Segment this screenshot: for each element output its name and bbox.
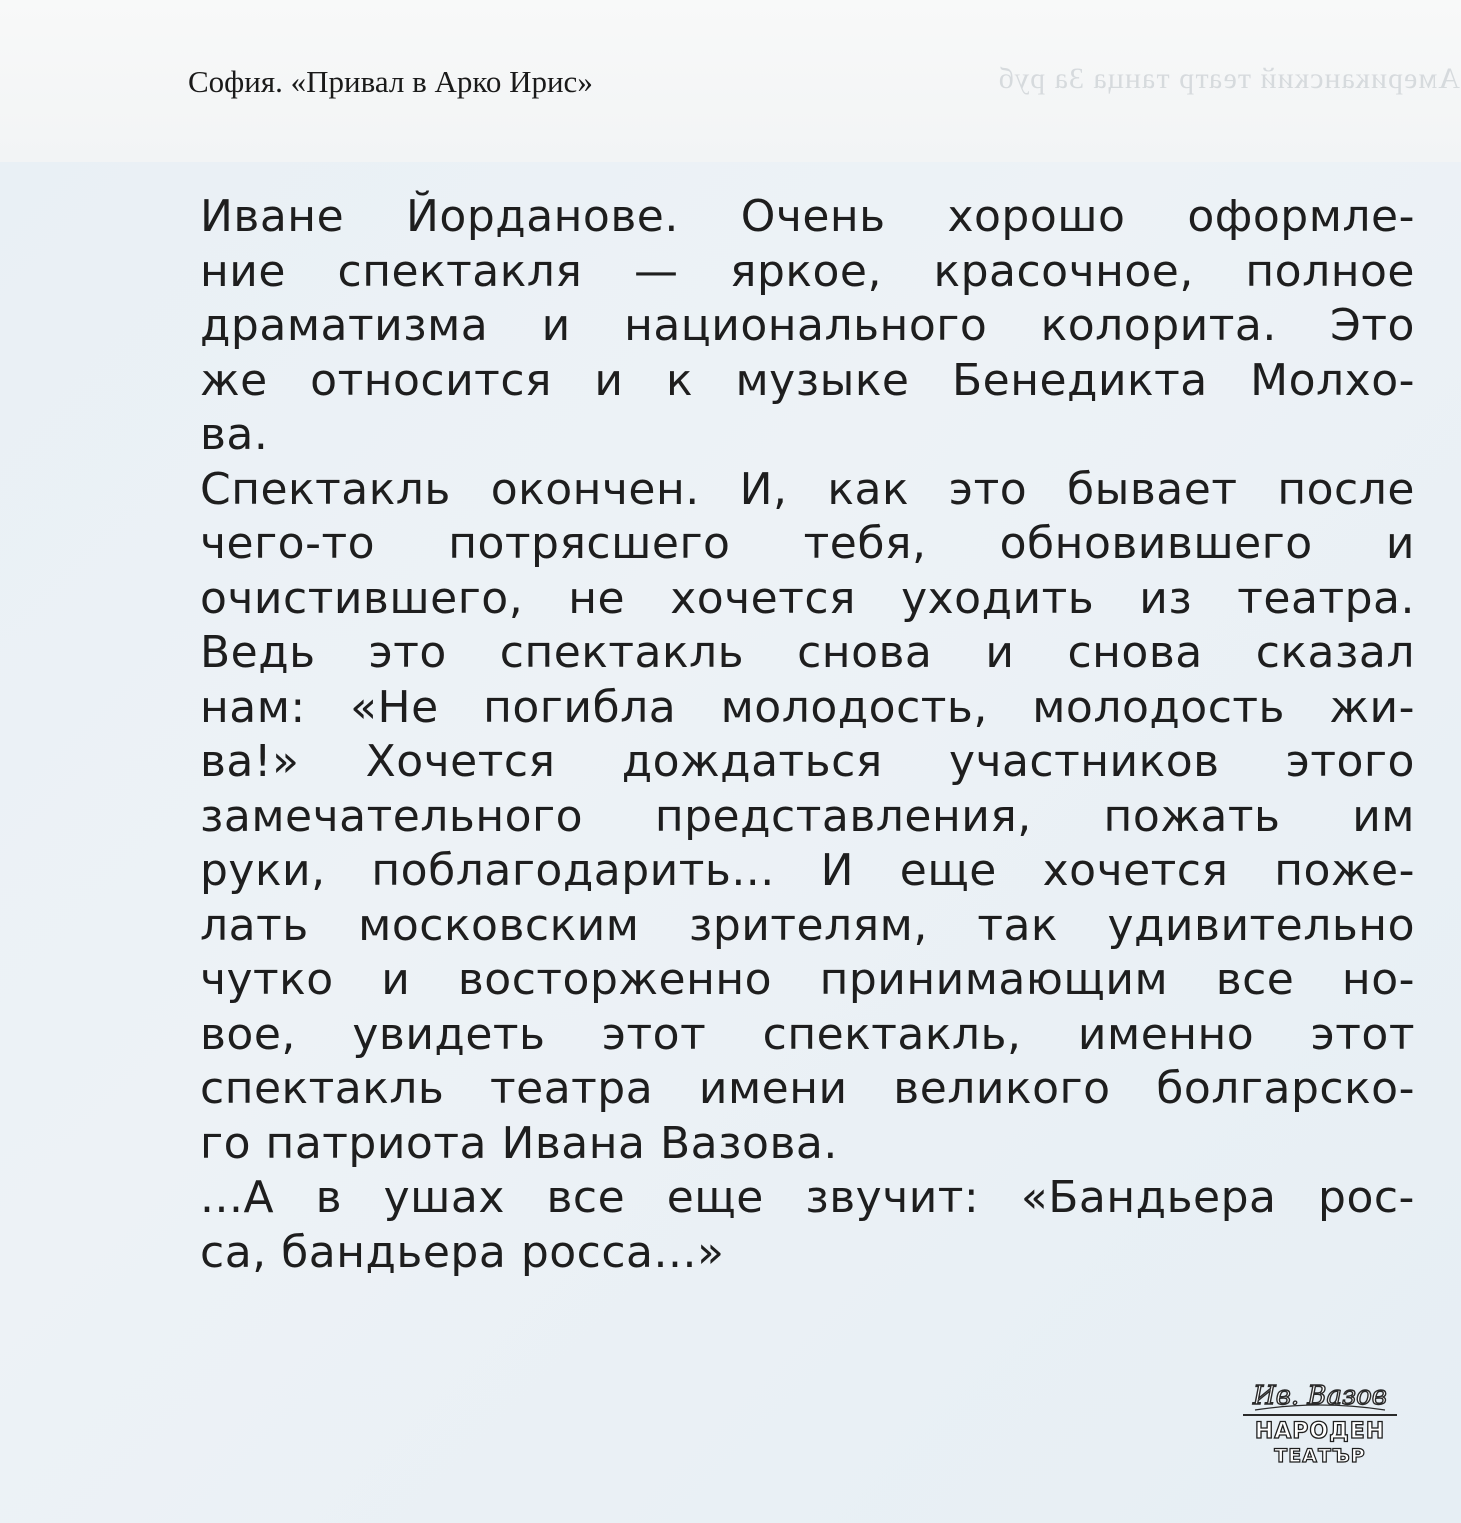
bleed-through-text: Американский театр танца 3а руб [997, 62, 1460, 95]
text-line [200, 1226, 1415, 1281]
word: го [200, 1117, 252, 1169]
word: оформле- [1187, 191, 1415, 242]
text-line [200, 844, 1415, 899]
word: представления, [654, 790, 1032, 842]
word: Йорданове. [406, 191, 679, 242]
word: полное [1245, 245, 1415, 297]
word: вое, [200, 1008, 296, 1060]
word: чего-то [200, 518, 376, 569]
word: театра. [1237, 572, 1415, 624]
word: театра [490, 1063, 654, 1114]
word: звучит: [805, 1172, 980, 1223]
text-line [200, 681, 1415, 736]
word: Спектакль [200, 463, 451, 515]
word: «Бандьера [1020, 1172, 1277, 1223]
word: все [1215, 954, 1295, 1005]
logo-line-1: НАРОДЕН [1254, 1419, 1386, 1444]
article-body [200, 190, 1415, 1280]
text-line [200, 1008, 1415, 1063]
word: и [985, 627, 1015, 678]
word: Ивана [501, 1117, 646, 1169]
national-theatre-logo [1235, 1370, 1405, 1470]
word: им [1352, 790, 1415, 842]
word: ва!» [200, 736, 300, 787]
word: сказал [1255, 627, 1415, 678]
word: очистившего, [200, 572, 524, 624]
word: жи- [1329, 681, 1415, 733]
word: имени [698, 1063, 848, 1114]
text-line [200, 626, 1415, 681]
word: после [1277, 463, 1415, 515]
word: восторженно [457, 954, 773, 1005]
word: московским [358, 899, 640, 951]
word: потрясшего [448, 518, 731, 569]
word: окончен. [490, 463, 700, 515]
word: спектакля [337, 245, 583, 297]
word: Бенедикта [951, 354, 1208, 406]
word: болгарско- [1156, 1063, 1415, 1114]
word: Хочется [365, 736, 556, 787]
word: ние [200, 245, 286, 297]
word: и [381, 954, 411, 1005]
word: принимающим [819, 954, 1169, 1005]
word: нам: [200, 681, 306, 733]
word: это [368, 627, 447, 678]
text-line [200, 354, 1415, 409]
word: молодость, [720, 681, 988, 733]
word: погибла [483, 681, 677, 733]
word: еще [899, 845, 997, 896]
word: бывает [1067, 463, 1238, 515]
word: все [546, 1172, 626, 1223]
word: Очень [740, 191, 886, 242]
word: этот [1310, 1008, 1415, 1060]
word: Иване [200, 191, 345, 242]
word: снова [797, 627, 933, 678]
word: обновившего [999, 518, 1313, 569]
word: к [665, 354, 694, 406]
word: в [315, 1172, 343, 1223]
word: Ведь [200, 627, 316, 678]
word: и [1385, 518, 1415, 569]
word: яркое, [730, 245, 882, 297]
word: великого [893, 1063, 1111, 1114]
word: замечательного [200, 790, 584, 842]
word: са, [200, 1226, 267, 1278]
word: чутко [200, 954, 334, 1005]
word: ва. [200, 409, 269, 460]
word: но- [1341, 954, 1415, 1005]
word: и [594, 354, 624, 406]
word: это [948, 463, 1028, 515]
word: снова [1067, 627, 1203, 678]
word: же [200, 354, 268, 406]
word: колорита. [1040, 300, 1277, 351]
word: этот [601, 1008, 707, 1060]
word: ...А [200, 1172, 275, 1223]
word: поблагодарить... [371, 845, 775, 896]
word: хочется [1042, 845, 1229, 896]
text-line [200, 1117, 1415, 1172]
text-line [200, 735, 1415, 790]
word: и [541, 300, 571, 351]
text-line [200, 408, 1415, 463]
text-line [200, 463, 1415, 518]
word: росса...» [520, 1226, 725, 1278]
word: молодость [1032, 681, 1285, 733]
word: национального [624, 300, 988, 351]
word: руки, [200, 845, 326, 896]
logo-rule [1243, 1414, 1397, 1416]
logo-line-2: ТЕАТЪР [1274, 1445, 1366, 1467]
text-line [200, 953, 1415, 1008]
word: «Не [350, 681, 439, 733]
word: уходить [901, 572, 1095, 624]
word: дождаться [621, 736, 883, 787]
word: как [827, 463, 910, 515]
text-line [200, 572, 1415, 627]
word: так [977, 899, 1058, 951]
word: — [633, 245, 679, 297]
word: И [820, 845, 854, 896]
text-line [200, 1062, 1415, 1117]
word: именно [1077, 1008, 1255, 1060]
word: лать [200, 899, 309, 951]
word: зрителям, [688, 899, 928, 951]
word: Вазова. [660, 1117, 838, 1169]
text-line [200, 1171, 1415, 1226]
word: относится [310, 354, 552, 406]
word: рос- [1318, 1172, 1415, 1223]
text-line [200, 790, 1415, 845]
word: пожать [1103, 790, 1281, 842]
word: драматизма [200, 300, 489, 351]
text-line [200, 299, 1415, 354]
word: спектакль [499, 627, 745, 678]
word: патриота [265, 1117, 487, 1169]
word: хочется [670, 572, 857, 624]
logo-signature: Ив. Вазов [1253, 1381, 1387, 1411]
word: ушах [383, 1172, 505, 1223]
word: этого [1285, 736, 1415, 787]
word: увидеть [352, 1008, 546, 1060]
page-header-caption: София. «Привал в Арко Ирис» [188, 64, 593, 99]
word: хорошо [947, 191, 1126, 242]
word: красочное, [933, 245, 1194, 297]
word: музыке [735, 354, 910, 406]
text-line [200, 245, 1415, 300]
text-line [200, 517, 1415, 572]
word: спектакль [200, 1063, 445, 1114]
word: не [568, 572, 626, 624]
word: еще [666, 1172, 764, 1223]
word: спектакль, [762, 1008, 1022, 1060]
text-line [200, 899, 1415, 954]
word: удивительно [1107, 899, 1415, 951]
text-line [200, 190, 1415, 245]
word: И, [739, 463, 788, 515]
word: бандьера [281, 1226, 507, 1278]
word: Это [1330, 300, 1415, 351]
word: из [1139, 572, 1193, 624]
word: поже- [1274, 845, 1415, 896]
word: тебя, [803, 518, 927, 569]
word: участников [948, 736, 1220, 787]
word: Молхо- [1250, 354, 1415, 406]
